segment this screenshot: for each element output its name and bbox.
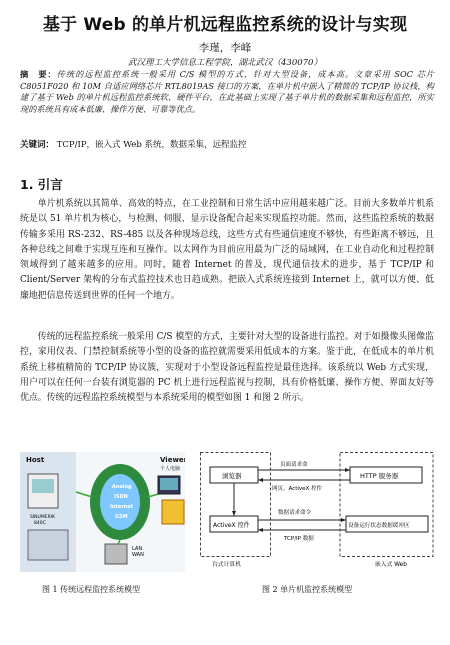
keywords-label: 关键词： [20,140,55,150]
abstract-text: 传统的远程监控系统一般采用 C/S 模型的方式，针对大型设备，成本高。文章采用 SOC 芯片 C8051F020 和 10M 自适应网络芯片 RTL8019AS 接口的方案，在单片机中嵌入了精简的 TCP/IP 协议栈，构建了基于 Web 的单片机远程监控系统软、硬件平台，在此基础上实现了基于单片机的数据采集和远程监控，所实现的系统具有成本低廉、操作方便、可靠等优点。 [20,69,434,114]
activex-box-label: ActiveX 控件 [213,522,250,529]
http-server-box-label: HTTP 服务器 [360,472,399,480]
figure-2-caption: 图 2 单片机监控系统模型 [262,585,353,594]
cloud-text-analog: Analog [112,484,132,490]
abstract-label: 摘 要： [20,69,57,79]
host-label: Host [26,456,45,464]
data-request-arrowhead [341,518,346,522]
host-link-line [76,492,92,497]
figure-2-diagram [200,452,434,572]
cloud-text-internet: Internet [110,504,134,510]
lan-link-line [118,540,120,544]
device-label: SINUMERIK [30,515,55,520]
paper-title: 基于 Web 的单片机远程监控系统的设计与实现 [42,15,408,35]
network-globe-icon [100,474,140,530]
arrow-mid-label: 网页、ActiveX 控件 [272,486,323,492]
keywords [20,139,434,151]
paragraph-2: 传统的远程监控系统一般采用 C/S 模型的方式，主要针对大型的设备进行监控。对于如摄像头图像监控，家用仪表、门禁控制系统等小型的设备的监控就需要采用低成本的方案。鉴于此，在低成本的单片机系统上移植精简的 TCP/IP 协议簇，实现对于小型设备远程监控是最佳选择。该系统以 Web 方式实现，用户可以在任何一台装有浏览器的 PC 机上进行远程监视与控制，具有价格低廉、操作方便、界面友好等优点。传统的远程监控系统模型与本系统采用的模型如图 1 和图 2 所示。 [20,332,434,404]
figure-1-caption: 图 1 传统远程监控系统模型 [42,585,141,594]
paper-affiliation: 武汉理工大学信息工程学院，湖北武汉（430070） [128,58,322,68]
paragraph-1: 单片机系统以其简单、高效的特点，在工业控制和日常生活中应用越来越广泛。目前大多数单片机系统是以 51 单片机为核心，与检测、伺服、显示设备配合起来实现监控功能。然而，这些监控系统的数据传输多采用 RS-232、RS-485 以及各种现场总线，这些方式有些通信速度不够快，有些距离不够远，且各种总线之间难于实现互连和互操作。以太网作为目前应用最为广泛的局域网，在工业自动化和过程控制领域得到了越来越多的应用。同时，随着 Internet 的普及，现代通信技术的进步，基于 TCP/IP 和 Client/Server 架构的分布式监控技术也日趋成熟。把嵌入式系统连接到 Internet 上，就可以方便、低廉地把信息传送到世界的任何一个地方。 [20,199,434,301]
arrow-top-label: 页面请求命 [280,462,308,468]
device-sublabel: 840C [34,521,46,526]
wan-label: WAN [132,552,144,558]
cloud-text-gsm: GSM [115,514,128,520]
figure-1-diagram [20,452,185,572]
lan-server-icon [105,544,127,564]
right-footer-label: 嵌入式 Web [375,562,407,568]
section-title: 1. 引言 [20,177,63,192]
browser-box-label: 浏览器 [222,472,242,480]
host-computer-icon [28,530,68,560]
remote-device-icon [162,500,184,524]
cnc-screen-icon [32,479,54,493]
lan-label: LAN [132,546,143,552]
paper-authors: 李瑾，李峰 [198,42,252,54]
request-arrowhead [345,468,350,472]
arrow-tcp-label: TCP/IP 数据 [284,536,314,542]
abstract [20,69,434,115]
figure-1 [20,452,185,572]
response-arrowhead [258,478,263,482]
viewer-label: Viewer [160,456,185,464]
cloud-text-isdn: ISDN [114,494,128,500]
arrow-data-label: 数据请求命令 [278,510,312,516]
tcp-data-arrowhead [258,528,263,532]
viewer-screen-icon [160,478,178,490]
device-buffer-box-label: 设备运行状态数据缓冲区 [348,523,410,529]
keywords-text: TCP/IP，嵌入式 Web 系统，数据采集，远程监控 [56,140,247,150]
left-footer-label: 台式计算机 [212,562,241,568]
figure-2 [200,452,434,572]
browser-activex-arrowhead [232,511,236,516]
viewer-sub-label: 个人电脑 [160,466,181,472]
